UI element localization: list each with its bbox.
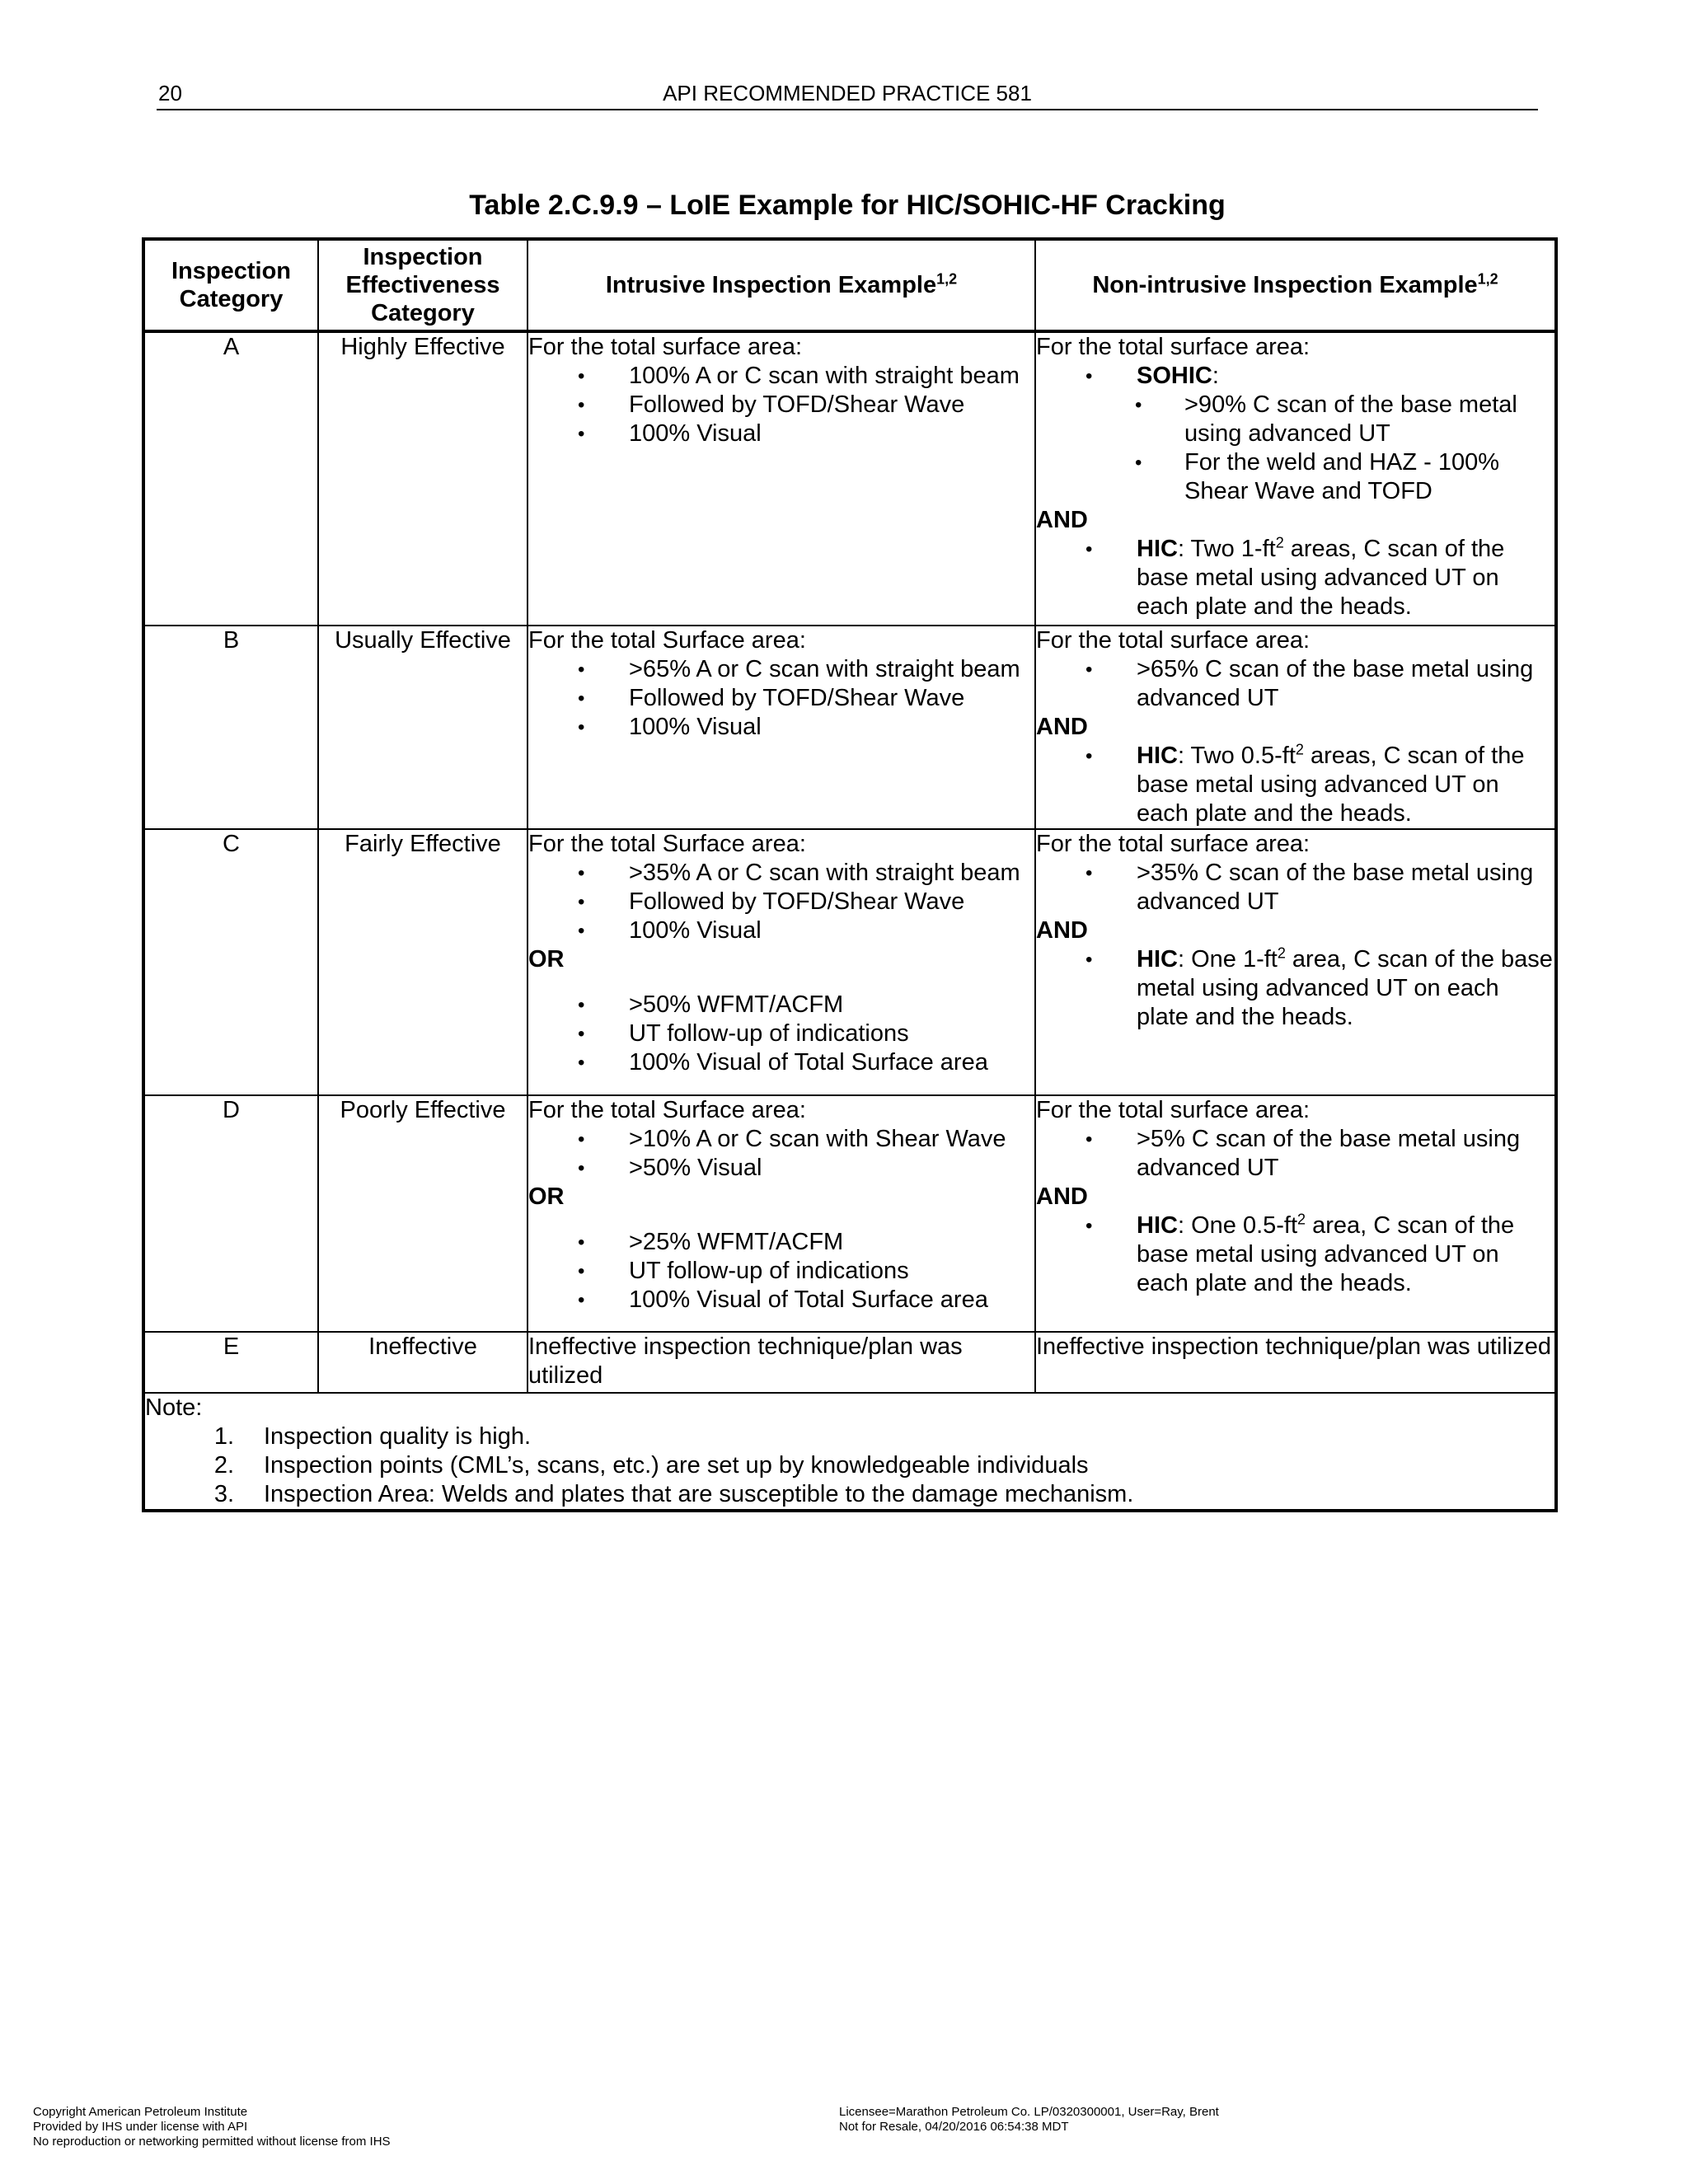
list-item: • >10% A or C scan with Shear Wave <box>528 1125 1034 1154</box>
notes-cell <box>143 1393 1556 1511</box>
list-item: • >65% A or C scan with straight beam <box>528 655 1034 684</box>
note-number: 3. <box>213 1481 234 1507</box>
table-row <box>143 829 1556 1095</box>
effectiveness-cell: Highly Effective <box>318 331 528 626</box>
hic-text-post: areas, C scan of the base metal using advanced UT on each plate and the heads. <box>1137 536 1505 620</box>
notes-list <box>145 1422 1554 1509</box>
hic-text-post: areas, C scan of the base metal using advanced UT on each plate and the heads. <box>1137 743 1525 827</box>
loie-table <box>142 237 1558 1512</box>
list-item <box>1036 945 1554 1032</box>
category-cell: B <box>143 626 318 829</box>
list-item: • Followed by TOFD/Shear Wave <box>528 391 1034 419</box>
list-item <box>1036 535 1554 621</box>
note-text: Inspection quality is high. <box>264 1423 532 1450</box>
hic-text-pre: : Two 0.5-ft <box>1177 743 1296 769</box>
and-conjunction: AND <box>1036 507 1088 533</box>
scope-text: For the total surface area: <box>528 334 803 360</box>
sub-list <box>1137 391 1554 506</box>
method-list <box>1036 945 1554 1032</box>
hic-label: HIC <box>1137 536 1178 562</box>
method-list <box>1036 1212 1554 1298</box>
method-list <box>528 362 1034 448</box>
superscript: 2 <box>1295 741 1304 758</box>
hic-label: HIC <box>1137 1212 1178 1239</box>
note-item <box>145 1422 1554 1451</box>
spacer <box>528 974 1034 991</box>
effectiveness-cell: Fairly Effective <box>318 829 528 1095</box>
non-intrusive-cell <box>1035 626 1556 829</box>
list-item: • 100% Visual of Total Surface area <box>528 1048 1034 1077</box>
footer-line: No reproduction or networking permitted without license from IHS <box>33 2135 391 2149</box>
superscript: 2 <box>1297 1211 1306 1228</box>
hic-text-pre: : Two 1-ft <box>1177 536 1276 562</box>
list-item: • >5% C scan of the base metal using advanced UT <box>1036 1125 1554 1183</box>
scope-text: For the total Surface area: <box>528 627 806 654</box>
scope-text: For the total surface area: <box>1036 334 1311 360</box>
note-label: Note: <box>145 1394 203 1421</box>
table-header-row <box>143 239 1556 331</box>
list-item: • >35% A or C scan with straight beam <box>528 859 1034 888</box>
note-text: Inspection points (CML’s, scans, etc.) are set up by knowledgeable individuals <box>264 1452 1089 1479</box>
or-conjunction: OR <box>528 1183 565 1210</box>
list-item: • For the weld and HAZ - 100% Shear Wave and TOFD <box>1036 448 1554 506</box>
category-cell: D <box>143 1095 318 1332</box>
method-list <box>528 1125 1034 1183</box>
footnote-ref: 1,2 <box>936 270 958 288</box>
non-intrusive-cell <box>1035 1095 1556 1332</box>
footnote-ref: 1,2 <box>1477 270 1498 288</box>
and-conjunction: AND <box>1036 917 1088 944</box>
or-conjunction: OR <box>528 946 565 972</box>
list-item: • Followed by TOFD/Shear Wave <box>528 888 1034 916</box>
list-item: • 100% Visual of Total Surface area <box>528 1286 1034 1315</box>
table-row <box>143 331 1556 626</box>
column-header-inspection-category: Inspection Category <box>143 239 318 331</box>
method-list <box>1036 655 1554 713</box>
list-item: • Followed by TOFD/Shear Wave <box>528 684 1034 713</box>
superscript: 2 <box>1275 534 1284 551</box>
page-number: 20 <box>158 81 182 105</box>
non-intrusive-cell: Ineffective inspection technique/plan was utilized <box>1035 1332 1556 1393</box>
scope-text: For the total surface area: <box>1036 831 1311 857</box>
table-row <box>143 1332 1556 1393</box>
column-header-non-intrusive <box>1035 239 1556 331</box>
intrusive-cell: Ineffective inspection technique/plan was utilized <box>528 1332 1035 1393</box>
superscript: 2 <box>1277 944 1286 962</box>
hic-label: HIC <box>1137 946 1178 972</box>
colon: : <box>1212 363 1219 389</box>
column-header-non-intrusive-label: Non-intrusive Inspection Example <box>1092 272 1478 298</box>
note-number: 2. <box>213 1452 234 1479</box>
hic-text-pre: : One 1-ft <box>1177 946 1278 972</box>
method-list <box>1036 362 1554 506</box>
column-header-intrusive <box>528 239 1035 331</box>
method-list <box>1036 742 1554 828</box>
method-list <box>528 1228 1034 1315</box>
list-item: • >90% C scan of the base metal using advanced UT <box>1036 391 1554 448</box>
footer-line: Not for Resale, 04/20/2016 06:54:38 MDT <box>839 2120 1069 2134</box>
hic-label: HIC <box>1137 743 1178 769</box>
page-header <box>157 79 1538 110</box>
effectiveness-cell: Ineffective <box>318 1332 528 1393</box>
footer-copyright <box>33 2105 391 2149</box>
footer-line: Licensee=Marathon Petroleum Co. LP/0320300001, User=Ray, Brent <box>839 2105 1219 2119</box>
note-item <box>145 1451 1554 1480</box>
column-header-intrusive-label: Intrusive Inspection Example <box>605 272 937 298</box>
table-row <box>143 626 1556 829</box>
scope-text: For the total Surface area: <box>528 1097 806 1123</box>
method-list <box>528 991 1034 1077</box>
method-list <box>528 655 1034 742</box>
spacer <box>528 1212 1034 1228</box>
list-item: • >25% WFMT/ACFM <box>528 1228 1034 1257</box>
method-list <box>528 859 1034 945</box>
list-item: • >35% C scan of the base metal using advanced UT <box>1036 859 1554 916</box>
running-title: API RECOMMENDED PRACTICE 581 <box>663 81 1032 105</box>
list-item <box>1036 1212 1554 1298</box>
list-item: • UT follow-up of indications <box>528 1257 1034 1286</box>
method-list <box>1036 1125 1554 1183</box>
intrusive-cell <box>528 829 1035 1095</box>
intrusive-cell <box>528 626 1035 829</box>
note-number: 1. <box>213 1423 234 1450</box>
list-item: • >65% C scan of the base metal using advanced UT <box>1036 655 1554 713</box>
footer-line: Provided by IHS under license with API <box>33 2120 248 2134</box>
list-item: • >50% WFMT/ACFM <box>528 991 1034 1019</box>
footer-license <box>839 2105 1219 2135</box>
list-item: • 100% Visual <box>528 713 1034 742</box>
note-item <box>145 1480 1554 1509</box>
footer-line: Copyright American Petroleum Institute <box>33 2105 248 2119</box>
and-conjunction: AND <box>1036 1183 1088 1210</box>
category-cell: C <box>143 829 318 1095</box>
list-item: • 100% A or C scan with straight beam <box>528 362 1034 391</box>
category-cell: E <box>143 1332 318 1393</box>
intrusive-cell <box>528 331 1035 626</box>
list-item: • 100% Visual <box>528 916 1034 945</box>
list-item: • >50% Visual <box>528 1154 1034 1183</box>
non-intrusive-cell <box>1035 829 1556 1095</box>
scope-text: For the total surface area: <box>1036 1097 1311 1123</box>
notes-row <box>143 1393 1556 1511</box>
effectiveness-cell: Poorly Effective <box>318 1095 528 1332</box>
effectiveness-cell: Usually Effective <box>318 626 528 829</box>
hic-text-post: area, C scan of the base metal using advanced UT on each plate and the heads. <box>1137 946 1553 1030</box>
and-conjunction: AND <box>1036 714 1088 740</box>
intrusive-cell <box>528 1095 1035 1332</box>
scope-text: For the total surface area: <box>1036 627 1311 654</box>
list-item <box>1036 742 1554 828</box>
list-item: • 100% Visual <box>528 419 1034 448</box>
list-item: • UT follow-up of indications <box>528 1019 1034 1048</box>
scope-text: For the total Surface area: <box>528 831 806 857</box>
category-cell: A <box>143 331 318 626</box>
sohic-label: SOHIC <box>1137 363 1212 389</box>
table-title: Table 2.C.9.9 – LoIE Example for HIC/SOHIC-HF Cracking <box>469 190 1226 221</box>
non-intrusive-cell <box>1035 331 1556 626</box>
table-row <box>143 1095 1556 1332</box>
list-item <box>1036 362 1554 506</box>
hic-text-pre: : One 0.5-ft <box>1177 1212 1298 1239</box>
method-list <box>1036 535 1554 621</box>
column-header-effectiveness-category: Inspection Effectiveness Category <box>318 239 528 331</box>
method-list <box>1036 859 1554 916</box>
hic-text-post: area, C scan of the base metal using advanced UT on each plate and the heads. <box>1137 1212 1515 1296</box>
note-text: Inspection Area: Welds and plates that are susceptible to the damage mechanism. <box>264 1481 1134 1507</box>
